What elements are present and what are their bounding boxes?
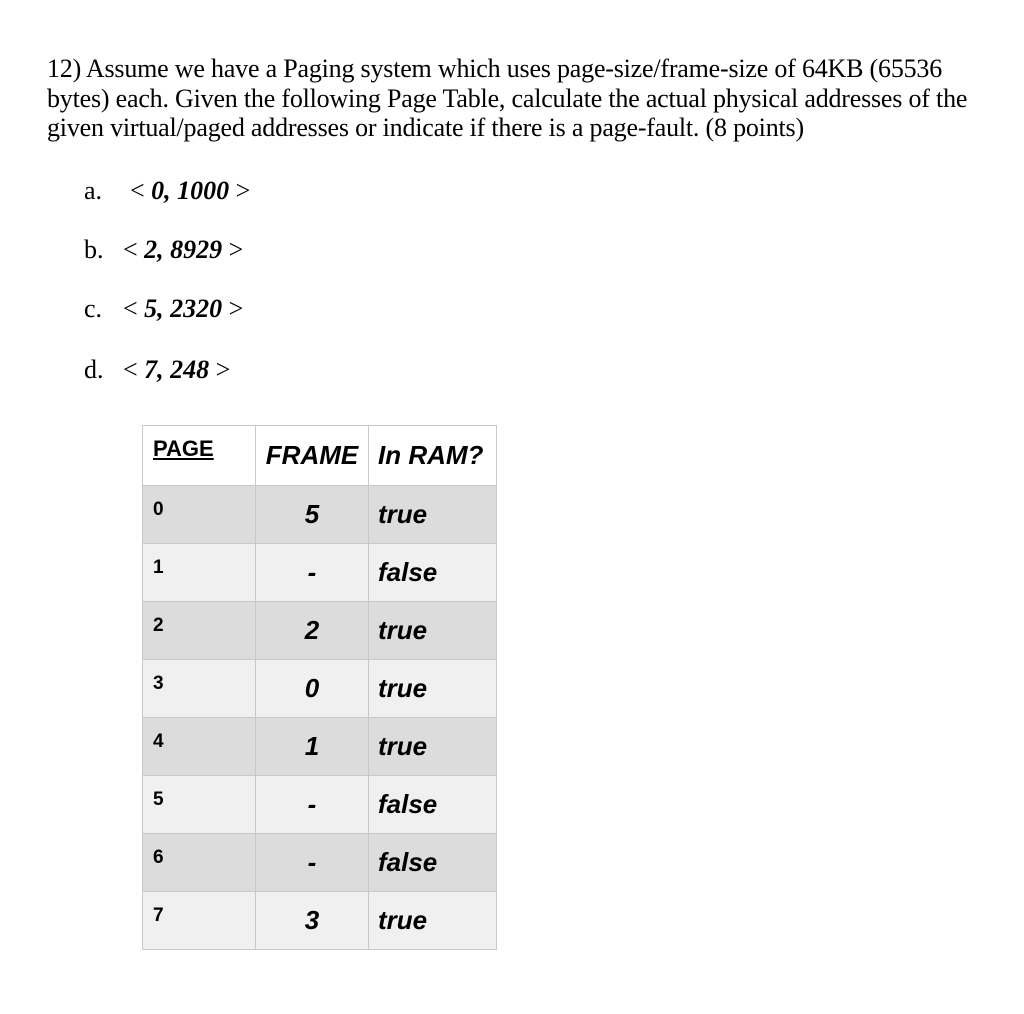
table-row: [143, 486, 497, 544]
virtual-address: < 7, 248 >: [123, 355, 231, 384]
in-ram-cell: true: [369, 486, 497, 544]
in-ram-cell: true: [369, 718, 497, 776]
frame-cell: 1: [256, 718, 369, 776]
table-row: [143, 544, 497, 602]
page-table-header: [143, 426, 497, 486]
table-row: [143, 834, 497, 892]
table-row: [143, 660, 497, 718]
frame-cell: 2: [256, 602, 369, 660]
page-cell: 1: [143, 544, 256, 602]
in-ram-cell: false: [369, 834, 497, 892]
table-row: [143, 892, 497, 950]
table-row: [143, 776, 497, 834]
frame-cell: -: [256, 544, 369, 602]
item-letter: c.: [84, 294, 103, 323]
page-cell: 3: [143, 660, 256, 718]
item-letter: b.: [84, 235, 104, 264]
address-item-c: [84, 294, 243, 324]
header-page: PAGE: [143, 426, 256, 486]
header-in-ram: In RAM?: [369, 426, 497, 486]
virtual-address: < 5, 2320 >: [123, 294, 244, 323]
page-cell: 0: [143, 486, 256, 544]
address-item-a: [84, 176, 250, 206]
in-ram-cell: false: [369, 776, 497, 834]
address-item-d: [84, 355, 230, 385]
table-row: [143, 718, 497, 776]
page-cell: 2: [143, 602, 256, 660]
in-ram-cell: true: [369, 892, 497, 950]
question-text: 12) Assume we have a Paging system which uses page-size/frame-size of 64KB (65536 bytes) each. Given the following Page Table, calculate the actual physical addresses of the given virtual/paged addresses or indicate if there is a page-fault. (8 points): [47, 54, 968, 142]
page-table: [142, 425, 497, 950]
frame-cell: -: [256, 834, 369, 892]
virtual-address: < 0, 1000 >: [130, 176, 251, 205]
virtual-address: < 2, 8929 >: [123, 235, 244, 264]
frame-cell: 3: [256, 892, 369, 950]
page-cell: 7: [143, 892, 256, 950]
frame-cell: 0: [256, 660, 369, 718]
frame-cell: -: [256, 776, 369, 834]
table-row: [143, 602, 497, 660]
page-cell: 4: [143, 718, 256, 776]
frame-cell: 5: [256, 486, 369, 544]
header-frame: FRAME: [256, 426, 369, 486]
address-item-b: [84, 235, 243, 265]
item-letter: a.: [84, 176, 103, 205]
in-ram-cell: true: [369, 602, 497, 660]
in-ram-cell: true: [369, 660, 497, 718]
page-cell: 5: [143, 776, 256, 834]
in-ram-cell: false: [369, 544, 497, 602]
item-letter: d.: [84, 355, 104, 384]
page-cell: 6: [143, 834, 256, 892]
